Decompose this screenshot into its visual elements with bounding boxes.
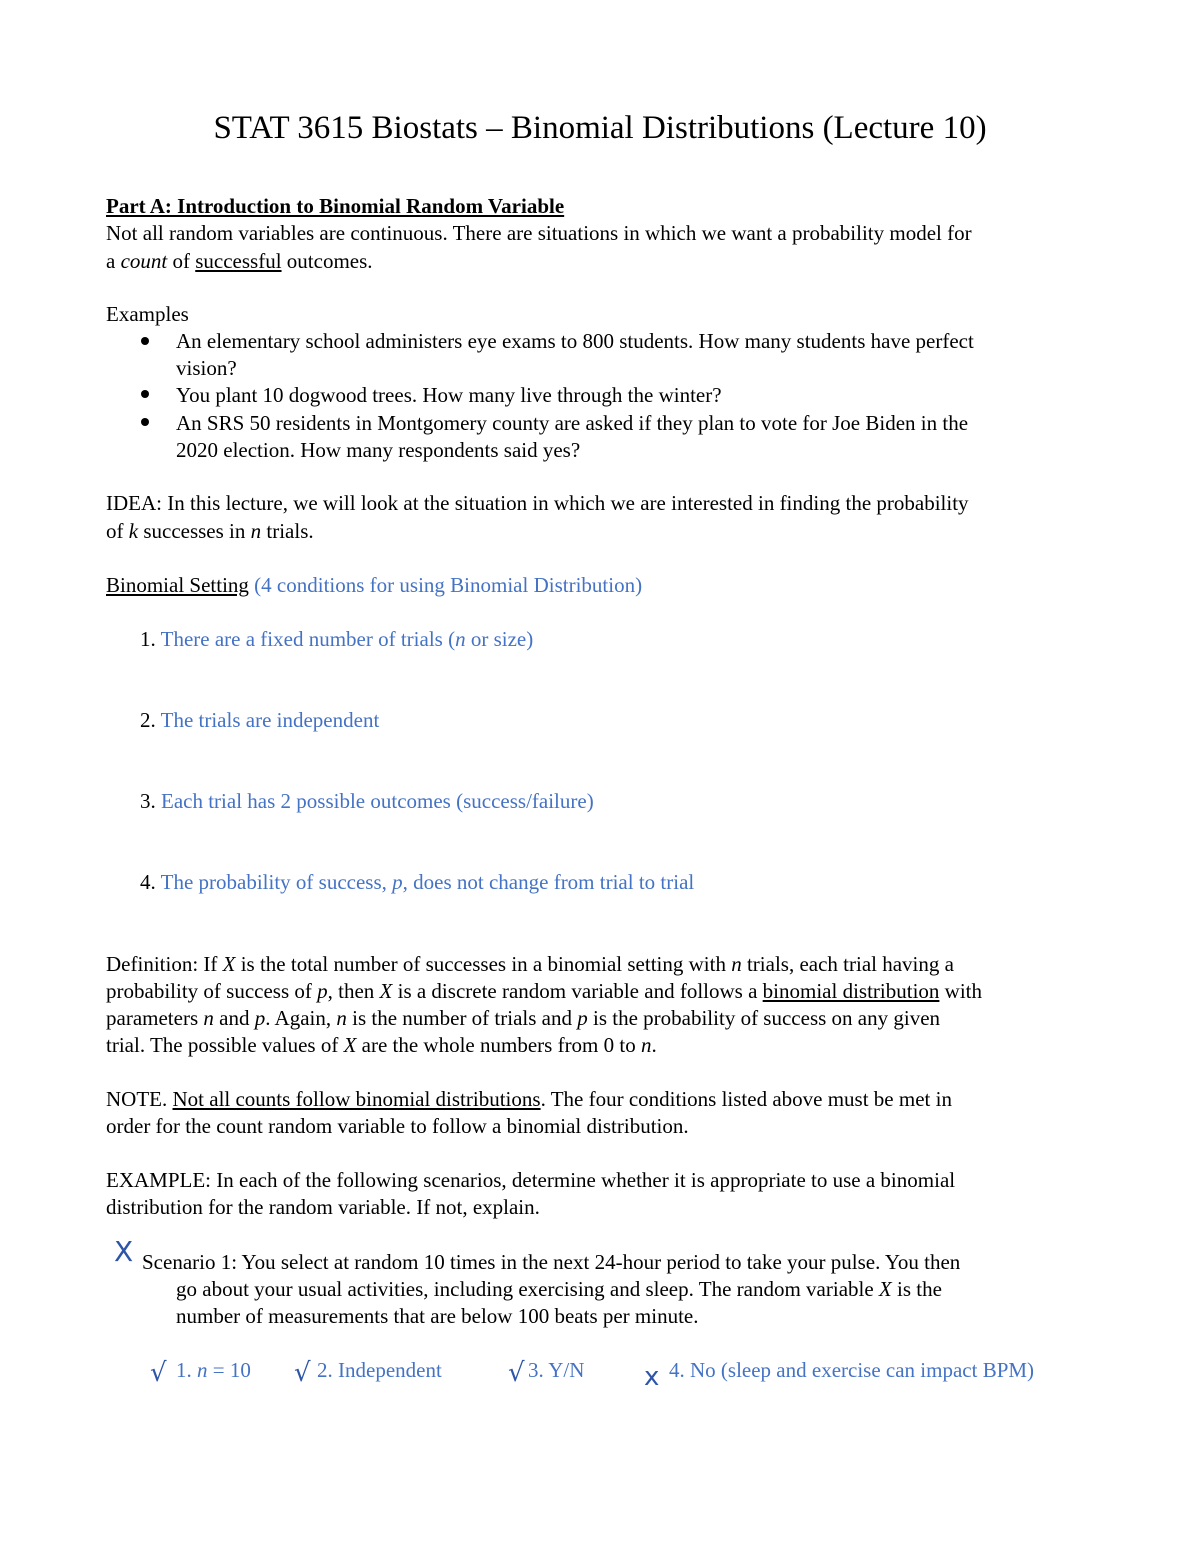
- condition-text: The probability of success,: [160, 870, 393, 894]
- var-n: n: [203, 1006, 214, 1030]
- condition-number: 4.: [140, 870, 161, 894]
- annotation-check-1: [176, 1357, 251, 1383]
- definition-text: is the total number of successes in a binomial setting with: [235, 952, 732, 976]
- note-line-2: order for the count random variable to follow a binomial distribution.: [106, 1114, 689, 1138]
- var-k: k: [128, 519, 139, 543]
- condition-1: [140, 626, 533, 652]
- check-mark-icon: √: [294, 1358, 311, 1388]
- check-mark-icon: √: [508, 1358, 525, 1388]
- idea-text: trials.: [261, 519, 314, 543]
- var-n: n: [640, 1033, 652, 1057]
- condition-2: [140, 707, 379, 733]
- idea-line-1: IDEA: In this lecture, we will look at the situation in which we are interested in finding the probability: [106, 491, 969, 515]
- definition-line-4: [106, 1032, 657, 1058]
- var-n: n: [197, 1358, 208, 1382]
- var-n: n: [336, 1006, 347, 1030]
- var-p: p: [577, 1006, 588, 1030]
- var-n: n: [731, 952, 742, 976]
- bullet-icon: [141, 337, 149, 345]
- note-underlined: Not all counts follow binomial distributions: [172, 1087, 541, 1111]
- intro-line-2: [106, 248, 373, 274]
- scenario-text: go about your usual activities, including exercising and sleep. The random variable: [176, 1277, 879, 1301]
- var-X: X: [878, 1277, 892, 1301]
- example-item-1-line-2: vision?: [176, 356, 237, 380]
- condition-text: There are a fixed number of trials (: [160, 627, 456, 651]
- var-p: p: [317, 979, 328, 1003]
- condition-4: [140, 869, 694, 895]
- definition-text: is a discrete random variable and follows a: [392, 979, 763, 1003]
- condition-number: 1.: [140, 627, 161, 651]
- condition-text: Each trial has 2 possible outcomes (success/failure): [161, 789, 594, 813]
- condition-text: The trials are independent: [160, 708, 380, 732]
- binomial-distribution-term: binomial distribution: [762, 979, 940, 1003]
- example-item-2: You plant 10 dogwood trees. How many live through the winter?: [176, 383, 722, 407]
- definition-text: , then: [327, 979, 380, 1003]
- definition-text: with: [939, 979, 982, 1003]
- idea-text: successes in: [138, 519, 251, 543]
- document-title: STAT 3615 Biostats – Binomial Distributions (Lecture 10): [213, 110, 987, 146]
- condition-var: p: [392, 870, 403, 894]
- definition-text: are the whole numbers from 0 to: [356, 1033, 641, 1057]
- definition-text: and: [213, 1006, 255, 1030]
- idea-line-2: [106, 518, 314, 544]
- definition-text: is the probability of success on any given: [587, 1006, 941, 1030]
- intro-count-word: count: [120, 249, 168, 273]
- condition-text: , does not change from trial to trial: [402, 870, 695, 894]
- definition-line-1: [106, 951, 954, 977]
- example-item-1-line-1: An elementary school administers eye exams to 800 students. How many students have perfect: [176, 329, 974, 353]
- binomial-setting-heading: [106, 572, 642, 598]
- definition-text: trial. The possible values of: [106, 1033, 344, 1057]
- check-mark-icon: √: [150, 1358, 167, 1388]
- var-X: X: [379, 979, 393, 1003]
- definition-text: .: [651, 1033, 657, 1057]
- note-label: NOTE.: [106, 1087, 173, 1111]
- intro-text: a: [106, 249, 121, 273]
- annotation-text: 1.: [176, 1358, 197, 1382]
- condition-number: 3.: [140, 789, 161, 813]
- scenario-1-line-2: [176, 1276, 942, 1302]
- var-p: p: [254, 1006, 266, 1030]
- var-n: n: [250, 519, 262, 543]
- intro-text: outcomes.: [281, 249, 373, 273]
- definition-text: probability of success of: [106, 979, 318, 1003]
- condition-var: n: [455, 627, 466, 651]
- cross-mark-icon: x: [644, 1362, 660, 1392]
- definition-text: . Again,: [265, 1006, 337, 1030]
- scenario-1-line-1: Scenario 1: You select at random 10 times in the next 24-hour period to take your pulse. You then: [142, 1250, 961, 1274]
- note-text: . The four conditions listed above must be met in: [540, 1087, 952, 1111]
- annotation-text: = 10: [207, 1358, 251, 1382]
- scenario-text: is the: [891, 1277, 942, 1301]
- condition-text: or size): [465, 627, 534, 651]
- annotation-check-4: 4. No (sleep and exercise can impact BPM): [669, 1358, 1035, 1382]
- var-X: X: [343, 1033, 357, 1057]
- example-item-3-line-2: 2020 election. How many respondents said yes?: [176, 438, 581, 462]
- bullet-icon: [141, 418, 149, 426]
- example-item-3-line-1: An SRS 50 residents in Montgomery county are asked if they plan to vote for Joe Biden in the: [176, 411, 969, 435]
- intro-line-1: Not all random variables are continuous. There are situations in which we want a probability model for: [106, 221, 972, 245]
- cross-mark-icon: X: [114, 1235, 134, 1268]
- definition-text: is the number of trials and: [346, 1006, 578, 1030]
- binomial-setting-subtitle: (4 conditions for using Binomial Distribution): [248, 573, 643, 597]
- annotation-check-3: 3. Y/N: [528, 1358, 585, 1382]
- idea-text: of: [106, 519, 129, 543]
- binomial-setting-label: Binomial Setting: [106, 573, 249, 597]
- definition-line-3: [106, 1005, 940, 1031]
- examples-label: Examples: [106, 302, 189, 326]
- example-line-1: EXAMPLE: In each of the following scenarios, determine whether it is appropriate to use a binomial: [106, 1168, 956, 1192]
- intro-successful-word: successful: [195, 249, 282, 273]
- definition-text: parameters: [106, 1006, 204, 1030]
- definition-text: Definition: If: [106, 952, 223, 976]
- part-a-heading: Part A: Introduction to Binomial Random Variable: [106, 194, 565, 218]
- intro-text: of: [167, 249, 196, 273]
- bullet-icon: [141, 390, 149, 398]
- definition-line-2: [106, 978, 982, 1004]
- scenario-1-line-3: number of measurements that are below 100 beats per minute.: [176, 1304, 699, 1328]
- example-line-2: distribution for the random variable. If not, explain.: [106, 1195, 540, 1219]
- note-line-1: [106, 1086, 952, 1112]
- condition-3: [140, 788, 594, 814]
- condition-number: 2.: [140, 708, 161, 732]
- definition-text: trials, each trial having a: [741, 952, 954, 976]
- annotation-check-2: 2. Independent: [317, 1358, 442, 1382]
- var-X: X: [222, 952, 236, 976]
